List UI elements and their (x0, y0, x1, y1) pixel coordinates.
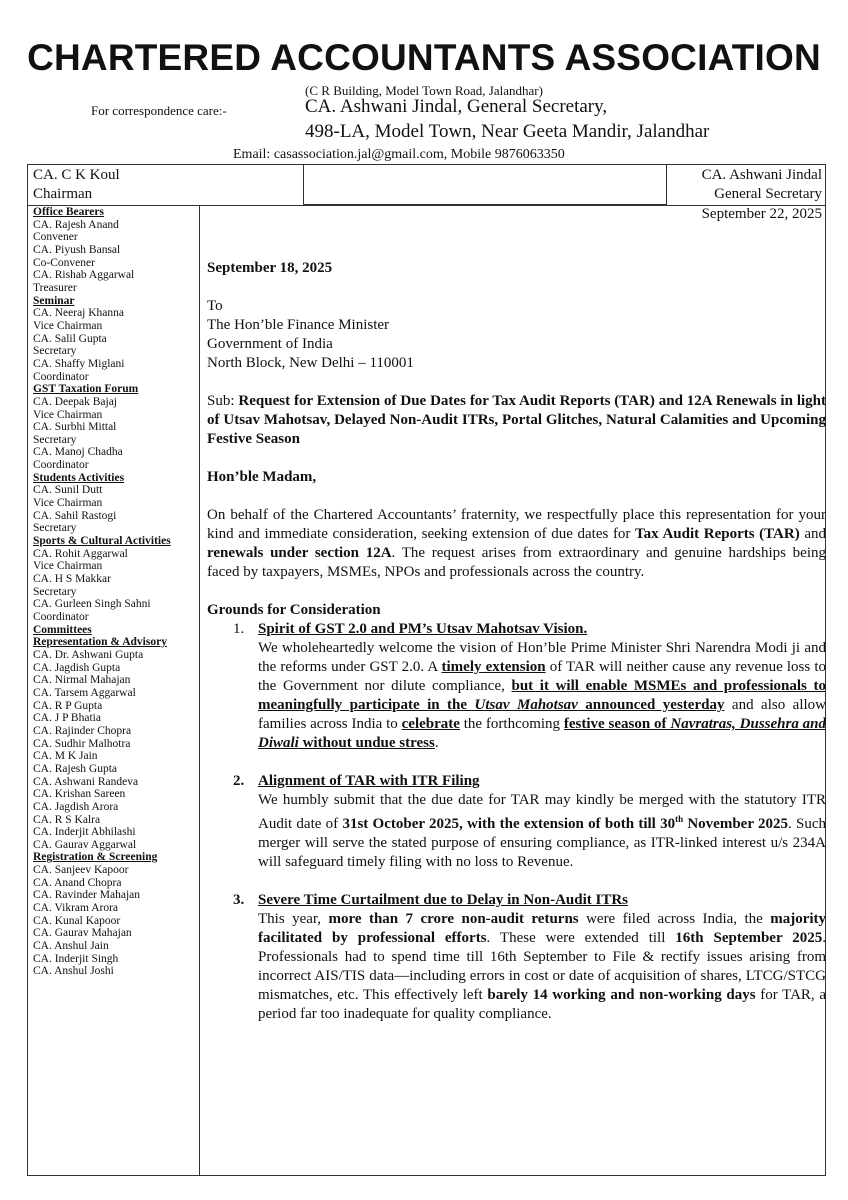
sidebar-member-line: CA. J P Bhatia (33, 712, 101, 725)
sidebar-member-line: CA. M K Jain (33, 750, 98, 763)
secretary-title: General Secretary (714, 186, 822, 202)
sidebar-member-line: CA. Sahil Rastogi (33, 509, 117, 522)
secretary-name: CA. Ashwani Jindal (701, 167, 822, 183)
sidebar-section-heading: Representation & Advisory (33, 636, 167, 649)
ground-item: 1. Spirit of GST 2.0 and PM’s Utsav Mahotsav Vision. We wholeheartedly welcome the vision of Hon’ble Prime Minister Shri Narendra Modi ji and the reforms under GST 2.0. A timely extension of TAR will neither cause any revenue loss to the Government nor dilute compliance, but it will enable MSMEs and professionals to meaningfully participate in the Utsav Mahotsav announced yesterday and also allow families across India to celebrate the forthcoming festive season of Navratras, Dussehra and Diwali without undue stress. (233, 621, 827, 751)
header-middle-box (303, 164, 667, 205)
ground-title: Severe Time Curtailment due to Delay in Non-Audit ITRs (258, 892, 629, 908)
office-bearers-sidebar (33, 206, 199, 978)
sidebar-member-line: CA. Anshul Jain (33, 940, 109, 953)
intro-paragraph: On behalf of the Chartered Accountants’ fraternity, we respectfully place this representation for your kind and immediate consideration, seeking extension of due dates for Tax Audit Reports (TAR) and renewals under section 12A. The request arises from extraordinary and genuine hardships being faced by taxpayers, MSMEs, NPOs and professionals across the country. (207, 507, 826, 580)
ground-item: 2. Alignment of TAR with ITR Filing We humbly submit that the due date for TAR may kindly be merged with the statutory ITR Audit date of 31st October 2025, with the extension of both till 30th November 2025. Such merger will serve the stated purpose of ensuring compliance, as ITR-linked interest u/s 234A will safeguard timely filing with no loss to Revenue. (233, 773, 827, 870)
sidebar-member-line: CA. Shaffy Miglani (33, 357, 125, 370)
organization-name: CHARTERED ACCOUNTANTS ASSOCIATION (27, 37, 821, 78)
ground-title: Alignment of TAR with ITR Filing (258, 773, 480, 789)
sidebar-member-line: Vice Chairman (33, 560, 103, 573)
sidebar-member-line: CA. Inderjit Singh (33, 952, 119, 965)
sidebar-member-line: CA. Sunil Dutt (33, 484, 103, 497)
sidebar-member-line: CA. Manoj Chadha (33, 446, 123, 459)
sidebar-member-line: CA. Gurleen Singh Sahni (33, 598, 151, 611)
sidebar-member-line: CA. Dr. Ashwani Gupta (33, 648, 144, 661)
recipient-line: Government of India (207, 336, 333, 352)
ground-text: We wholeheartedly welcome the vision of Hon’ble Prime Minister Shri Narendra Modi ji and the reforms under GST 2.0. A timely extension of TAR will neither cause any revenue loss to the Government nor dilute compliance, but it will enable MSMEs and professionals to meaningfully participate in the Utsav Mahotsav announced yesterday and also allow families across India to celebrate the forthcoming festive season of Navratras, Dussehra and Diwali without undue stress. (258, 640, 827, 751)
subject-text: Request for Extension of Due Dates for Tax Audit Reports (TAR) and 12A Renewals in light of Utsav Mahotsav, Delayed Non-Audit ITRs, Portal Glitches, Natural Calamities and Upcoming Festive Season (207, 393, 826, 447)
sidebar-member-line: CA. Anshul Joshi (33, 965, 114, 978)
sidebar-member-line: CA. Rajinder Chopra (33, 724, 132, 737)
sidebar-member-line: CA. Inderjit Abhilashi (33, 826, 136, 839)
correspondence-name: CA. Ashwani Jindal, General Secretary, (305, 96, 608, 117)
organization-address: (C R Building, Model Town Road, Jalandhar) (305, 83, 543, 98)
sidebar-member-line: CA. Vikram Arora (33, 902, 119, 915)
to-line: To (207, 298, 223, 314)
sidebar-member-line: CA. Neeraj Khanna (33, 307, 125, 320)
ground-title: Spirit of GST 2.0 and PM’s Utsav Mahotsav Vision. (258, 621, 588, 637)
sidebar-member-line: CA. Surbhi Mittal (33, 421, 117, 434)
sidebar-member-line: Secretary (33, 345, 77, 358)
sidebar-member-line: CA. Rajesh Gupta (33, 762, 118, 775)
sidebar-member-line: Convener (33, 231, 78, 244)
recipient-line: North Block, New Delhi – 110001 (207, 355, 414, 371)
sidebar-section-heading: GST Taxation Forum (33, 383, 139, 396)
sidebar-member-line: CA. Kunal Kapoor (33, 914, 121, 927)
sidebar-member-line: Co-Convener (33, 256, 95, 269)
sidebar-divider (199, 205, 200, 1176)
sidebar-member-line: CA. H S Makkar (33, 573, 111, 586)
sidebar-member-line: CA. Salil Gupta (33, 332, 107, 345)
sidebar-section-heading: Office Bearers (33, 206, 104, 218)
sidebar-member-line: CA. Rajesh Anand (33, 218, 119, 231)
ground-item: 3. Severe Time Curtailment due to Delay in Non-Audit ITRs This year, more than 7 crore non-audit returns were filed across India, the majority facilitated by professional efforts. These were extended till 16th September 2025. Professionals had to spend time till 16th September to File & rectify issues arising from incorrect AIS/TIS data—including errors in cost or date of acquisition of shares, LTCG/STCG mismatches, etc. This effectively left barely 14 working and non-working days for TAR, a period far too inadequate for quality compliance. (233, 892, 827, 1022)
sidebar-member-line: CA. R S Kalra (33, 813, 101, 826)
sidebar-member-line: CA. Anand Chopra (33, 876, 122, 889)
chairman-name: CA. C K Koul (33, 167, 120, 183)
letterhead-date: September 22, 2025 (701, 206, 822, 222)
sidebar-section-heading: Seminar (33, 294, 75, 307)
letter-body (207, 259, 826, 1024)
letter-date: September 18, 2025 (207, 260, 333, 276)
chairman-title: Chairman (33, 186, 93, 202)
salutation: Hon’ble Madam, (207, 469, 317, 485)
sidebar-member-line: CA. Piyush Bansal (33, 243, 121, 256)
sidebar-member-line: Treasurer (33, 281, 77, 294)
sidebar-member-line: Coordinator (33, 459, 89, 472)
subject-line: Sub: Request for Extension of Due Dates for Tax Audit Reports (TAR) and 12A Renewals in light of Utsav Mahotsav, Delayed Non-Audit ITRs, Portal Glitches, Natural Calamities and Upcoming Festive Season (207, 393, 826, 447)
sidebar-member-line: CA. Gaurav Mahajan (33, 927, 132, 940)
sidebar-member-line: CA. Tarsem Aggarwal (33, 686, 136, 699)
sidebar-member-line: CA. Ashwani Randeva (33, 775, 139, 788)
sidebar-member-line: Secretary (33, 433, 77, 446)
sidebar-section-heading: Registration & Screening (33, 851, 158, 864)
sidebar-member-line: CA. Deepak Bajaj (33, 395, 117, 408)
sidebar-member-line: Vice Chairman (33, 497, 103, 510)
sidebar-member-line: CA. Sudhir Malhotra (33, 737, 131, 750)
sidebar-member-line: CA. Jagdish Gupta (33, 661, 121, 674)
sidebar-member-line: CA. Rohit Aggarwal (33, 547, 128, 560)
sidebar-member-line: Coordinator (33, 370, 89, 383)
ground-text: We humbly submit that the due date for TAR may kindly be merged with the statutory ITR Audit date of 31st October 2025, with the extension of both till 30th November 2025. Such merger will serve the stated purpose of ensuring compliance, as ITR-linked interest u/s 234A will safeguard timely filing with no loss to Revenue. (258, 792, 827, 870)
grounds-heading: Grounds for Consideration (207, 602, 381, 618)
sidebar-member-line: CA. Sanjeev Kapoor (33, 864, 129, 877)
sidebar-member-line: CA. Rishab Aggarwal (33, 269, 135, 282)
sidebar-member-line: CA. Nirmal Mahajan (33, 674, 131, 687)
correspondence-address: 498-LA, Model Town, Near Geeta Mandir, Jalandhar (305, 121, 710, 142)
recipient-line: The Hon’ble Finance Minister (207, 317, 390, 333)
sidebar-member-line: Secretary (33, 585, 77, 598)
sidebar-section-heading: Sports & Cultural Activities (33, 535, 171, 548)
sidebar-member-line: CA. R P Gupta (33, 699, 103, 712)
sidebar-member-line: CA. Gaurav Aggarwal (33, 838, 137, 851)
correspondence-label: For correspondence care:- (91, 103, 227, 118)
sidebar-member-line: Vice Chairman (33, 408, 103, 421)
contact-line: Email: casassociation.jal@gmail.com, Mobile 9876063350 (233, 147, 565, 162)
sidebar-member-line: CA. Jagdish Arora (33, 800, 119, 813)
sidebar-member-line: CA. Krishan Sareen (33, 788, 126, 801)
sidebar-section-heading: Committees (33, 623, 92, 636)
sidebar-member-line: CA. Ravinder Mahajan (33, 889, 140, 902)
sidebar-member-line: Secretary (33, 522, 77, 535)
ground-text: This year, more than 7 crore non-audit returns were filed across India, the majority facilitated by professional efforts. These were extended till 16th September 2025. Professionals had to spend time till 16th September to File & rectify issues arising from incorrect AIS/TIS data—including errors in cost or date of acquisition of shares, LTCG/STCG mismatches, etc. This effectively left barely 14 working and non-working days for TAR, a period far too inadequate for quality compliance. (258, 911, 827, 1022)
sidebar-member-line: Coordinator (33, 611, 89, 623)
sidebar-section-heading: Students Activities (33, 471, 125, 484)
sidebar-member-line: Vice Chairman (33, 319, 103, 332)
